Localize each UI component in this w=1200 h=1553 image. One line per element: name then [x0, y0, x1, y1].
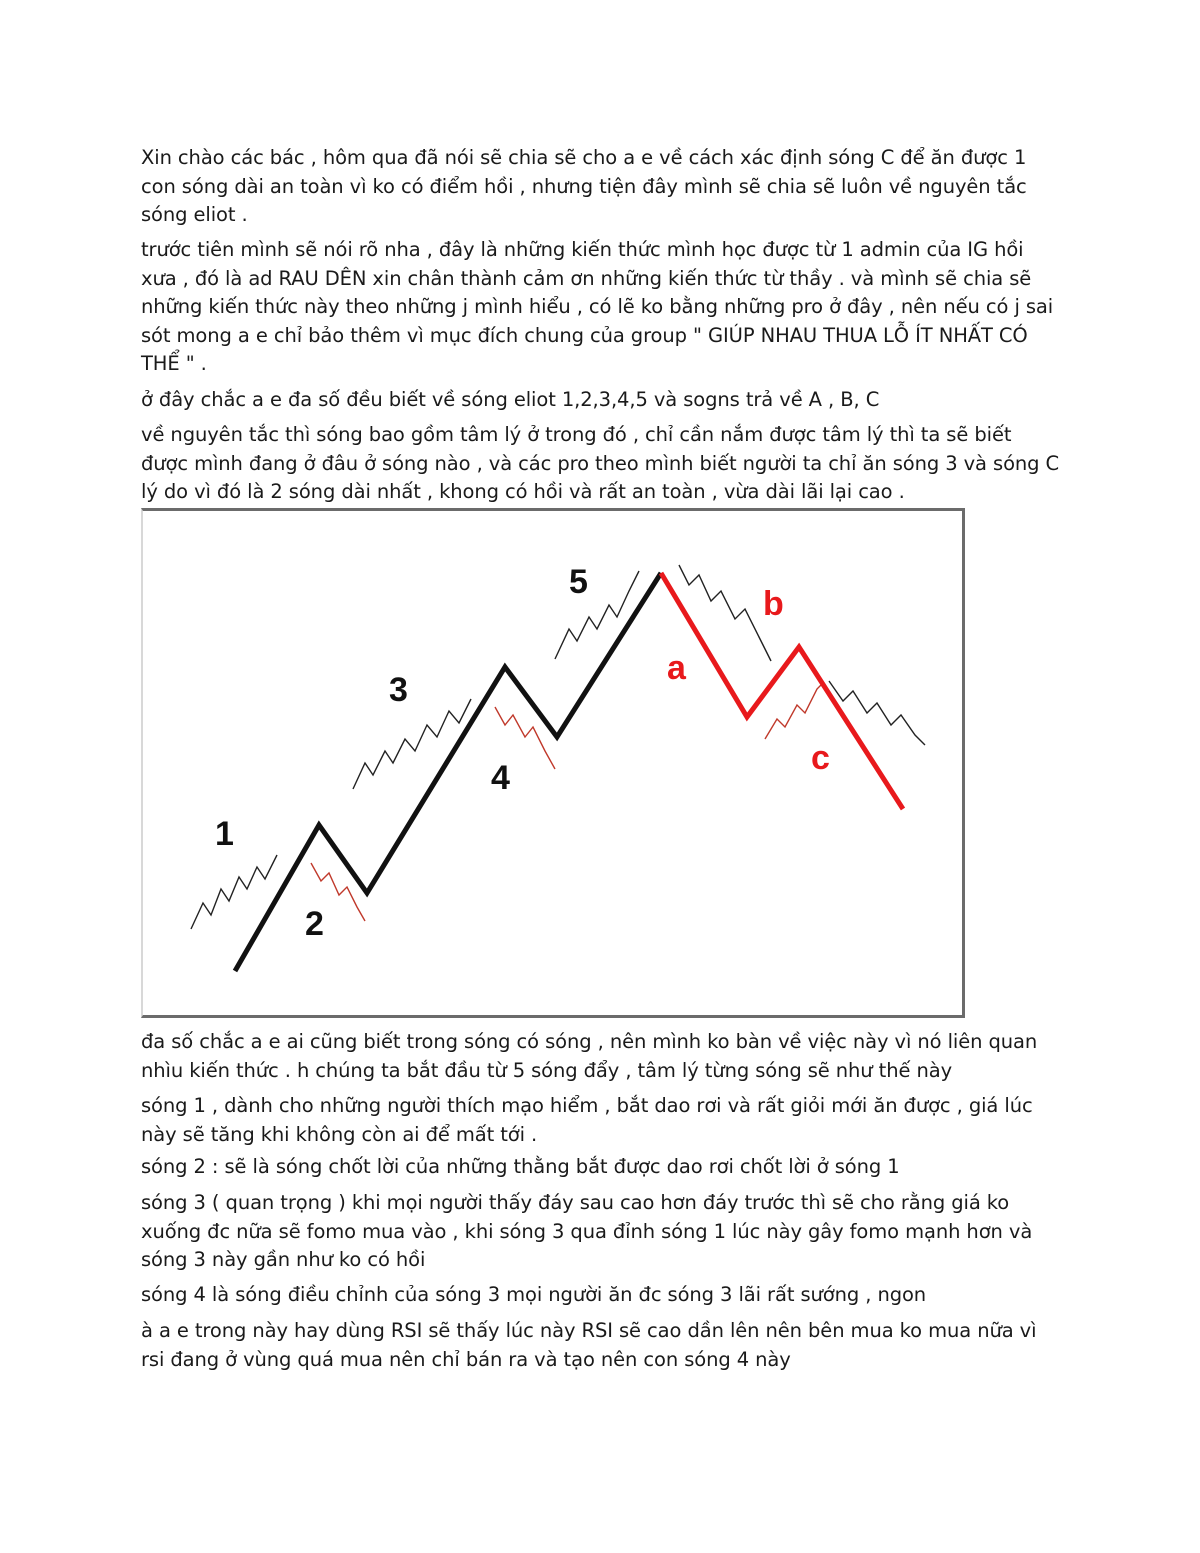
intro-paragraph: Xin chào các bác , hôm qua đã nói sẽ chia sẽ cho a e về cách xác định sóng C để ăn được 1 con sóng dài an toàn vì ko có điểm hồi , nhưng tiện đây mình sẽ chia sẽ luôn về nguyên tắc sóng eliot . — [141, 146, 1027, 226]
psychology-paragraph: về nguyên tắc thì sóng bao gồm tâm lý ở trong đó , chỉ cần nắm được tâm lý thì ta sẽ biết được mình đang ở đâu ở sóng nào , và các pro theo mình biết người ta chỉ ăn sóng 3 và sóng C lý do vì đó là 2 sóng dài nhất , khong có hồi và rất an toàn , vừa dài lãi lại cao . — [141, 423, 1060, 503]
elliott-wave-diagram — [143, 511, 965, 1018]
subwave-b — [765, 683, 823, 739]
wave-4-paragraph: sóng 4 là sóng điều chỉnh của sóng 3 mọi người ăn đc sóng 3 lãi rất sướng , ngon — [141, 1283, 927, 1306]
elliott-wave-figure — [141, 508, 965, 1018]
rsi-paragraph: à a e trong này hay dùng RSI sẽ thấy lúc này RSI sẽ cao dần lên nên bên mua ko mua nữa vì rsi đang ở vùng quá mua nên chỉ bán ra và tạo nên con sóng 4 này — [141, 1319, 1037, 1371]
source-paragraph: trước tiên mình sẽ nói rõ nha , đây là những kiến thức mình học được từ 1 admin của IG hồi xưa , đó là ad RAU DÊN xin chân thành cảm ơn những kiến thức từ thầy . và mình sẽ chia sẽ những kiến thức này theo những j mình hiểu , có lẽ ko bằng những pro ở đây , nên nếu có j sai sót mong a e chỉ bảo thêm vì mục đích chung của group " GIÚP NHAU THUA LỖ ÍT NHẤT CÓ THỂ " . — [141, 238, 1054, 375]
subwave-paragraph: đa số chắc a e ai cũng biết trong sóng có sóng , nên mình ko bàn về việc này vì nó liên quan nhìu kiến thức . h chúng ta bắt đầu từ 5 sóng đẩy , tâm lý từng sóng sẽ như thế này — [141, 1030, 1038, 1082]
wave-1-paragraph: sóng 1 , dành cho những người thích mạo hiểm , bắt dao rơi và rất giỏi mới ăn được , giá lúc này sẽ tăng khi không còn ai để mất tới . — [141, 1094, 1033, 1146]
wave-2-paragraph: sóng 2 : sẽ là sóng chốt lời của những thằng bắt được dao rơi chốt lời ở sóng 1 — [141, 1155, 900, 1178]
subwave-5 — [555, 571, 639, 659]
wave-label-1: 1 — [215, 815, 234, 853]
elliott-overview-paragraph: ở đây chắc a e đa số đều biết về sóng eliot 1,2,3,4,5 và sogns trả về A , B, C — [141, 388, 880, 411]
impulse-wave-line — [235, 573, 661, 971]
wave-3-paragraph: sóng 3 ( quan trọng ) khi mọi người thấy đáy sau cao hơn đáy trước thì sẽ cho rằng giá ko xuống đc nữa sẽ fomo mua vào , khi sóng 3 qua đỉnh sóng 1 lúc này gây fomo mạnh hơn và sóng 3 này gần như ko có hồi — [141, 1191, 1033, 1271]
wave-label-4: 4 — [491, 759, 510, 797]
wave-label-5: 5 — [569, 563, 588, 601]
subwave-3 — [353, 699, 471, 789]
wave-label-b: b — [763, 585, 784, 623]
wave-label-a: a — [667, 649, 686, 687]
wave-label-2: 2 — [305, 905, 324, 943]
wave-label-3: 3 — [389, 671, 408, 709]
subwave-a — [679, 565, 771, 661]
wave-label-c: c — [811, 739, 830, 777]
